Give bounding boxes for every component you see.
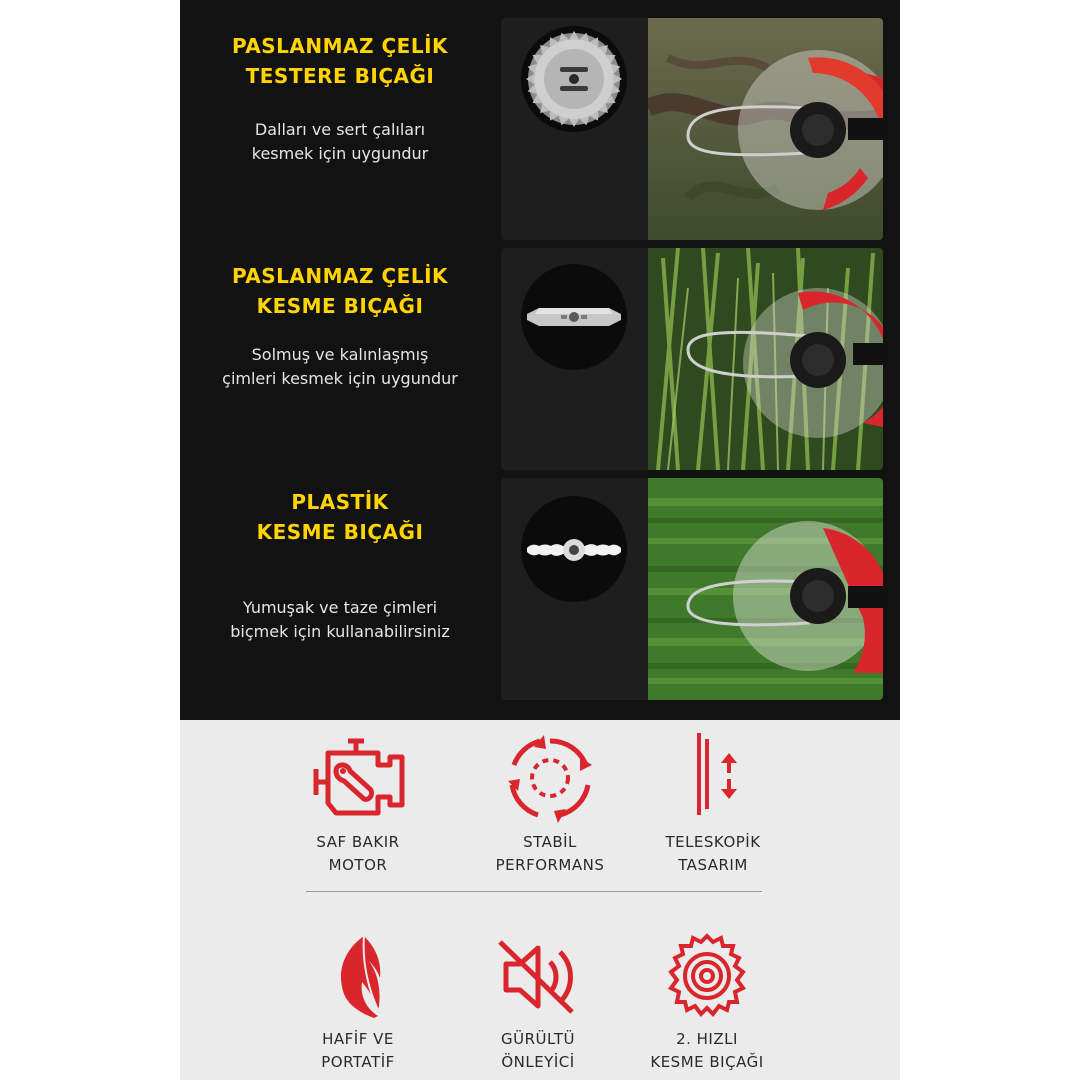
engine-icon — [308, 733, 408, 823]
blade-card — [501, 248, 883, 470]
blade-title-line2: TESTERE BIÇAĞI — [245, 64, 435, 88]
feature-light-portable — [278, 932, 438, 1080]
blade-title-line1: PASLANMAZ ÇELİK — [231, 264, 449, 288]
features-divider — [306, 891, 762, 892]
feature-label-line2: TASARIM — [678, 856, 748, 874]
feature-fast-cutting-blade — [627, 932, 787, 1080]
steel-cutting-blade-icon — [521, 264, 627, 370]
blade-types-panel — [180, 0, 900, 720]
lawn-cutting-photo — [648, 478, 883, 700]
feature-label-line1: 2. HIZLI — [676, 1030, 738, 1048]
rotation-arrows-icon — [500, 733, 600, 823]
feature-label-line1: STABİL — [523, 833, 577, 851]
blade-title-line1: PASLANMAZ ÇELİK — [231, 34, 449, 58]
feature-label-line1: SAF BAKIR — [316, 833, 400, 851]
blade-title-line1: PLASTİK — [291, 490, 389, 514]
branch-cutting-photo — [648, 18, 883, 240]
blade-desc-line2: çimleri kesmek için uygundur — [222, 369, 458, 388]
telescopic-icon — [663, 733, 763, 823]
feature-label-line1: HAFİF VE — [322, 1030, 394, 1048]
feature-telescopic-design — [633, 733, 793, 883]
feature-stable-performance — [470, 733, 630, 883]
blade-card — [501, 478, 883, 700]
blade-row-text — [180, 18, 500, 240]
blade-row-plastic — [180, 478, 900, 700]
feature-label-line2: PORTATİF — [321, 1053, 395, 1071]
feature-label-line2: ÖNLEYİCİ — [501, 1053, 575, 1071]
blade-desc-line1: Solmuş ve kalınlaşmış — [251, 345, 429, 364]
blade-card — [501, 18, 883, 240]
feature-label-line2: PERFORMANS — [495, 856, 605, 874]
feature-label-line2: MOTOR — [328, 856, 388, 874]
blade-icon-holder — [521, 496, 627, 602]
plastic-blade-icon — [521, 496, 627, 602]
feature-pure-copper-motor — [278, 733, 438, 883]
feature-label-line1: GÜRÜLTÜ — [501, 1030, 575, 1048]
blade-title-line2: KESME BIÇAĞI — [256, 520, 424, 544]
blade-desc-line1: Yumuşak ve taze çimleri — [242, 598, 438, 617]
blade-desc-line1: Dalları ve sert çalıları — [254, 120, 426, 139]
feather-icon — [308, 932, 408, 1022]
tall-grass-cutting-photo — [648, 248, 883, 470]
feature-noise-reduction — [458, 932, 618, 1080]
blade-row-saw — [180, 18, 900, 240]
blade-row-text — [180, 248, 500, 470]
feature-label-line2: KESME BIÇAĞI — [650, 1053, 764, 1071]
feature-label-line1: TELESKOPİK — [665, 833, 761, 851]
saw-blade-icon — [521, 26, 627, 132]
blade-row-text — [180, 478, 500, 700]
blade-icon-holder — [521, 264, 627, 370]
blade-icon-holder — [521, 26, 627, 132]
blade-row-steel — [180, 248, 900, 470]
gear-blade-icon — [657, 932, 757, 1022]
blade-desc-line2: kesmek için uygundur — [251, 144, 429, 163]
blade-title-line2: KESME BIÇAĞI — [256, 294, 424, 318]
noise-cancel-icon — [488, 932, 588, 1022]
blade-desc-line2: biçmek için kullanabilirsiniz — [230, 622, 450, 641]
